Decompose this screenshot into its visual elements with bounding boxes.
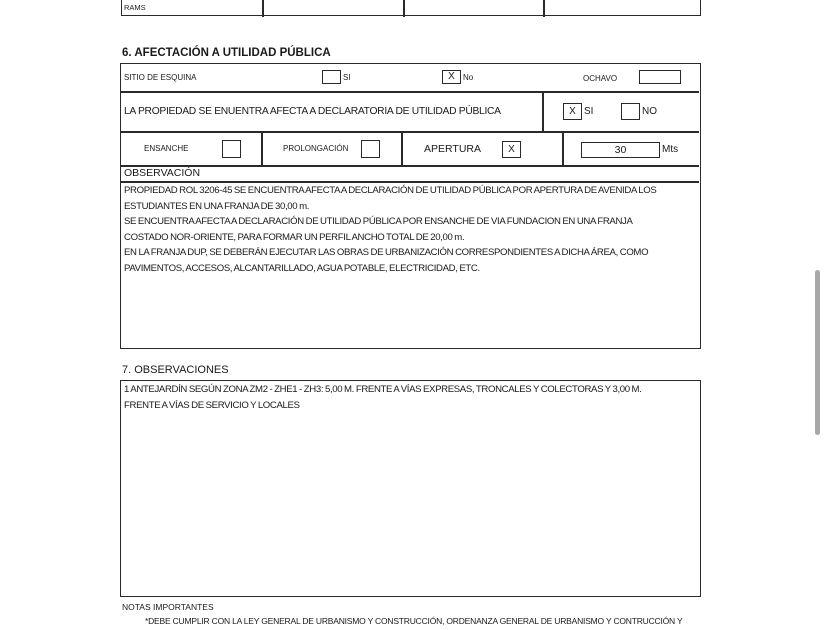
observacion-line: SE ENCUENTRA AFECTA A DECLARACIÓN DE UTILIDAD PÚBLICA POR ENSANCHE DE VIA FUNDACION EN UNA FRANJA (124, 216, 633, 228)
declaratoria-no-label: NO (642, 106, 657, 117)
observacion-line: COSTADO NOR-ORIENTE, PARA FORMAR UN PERFIL ANCHO TOTAL DE 20,00 m. (124, 231, 465, 243)
section6-title: 6. AFECTACIÓN A UTILIDAD PÚBLICA (122, 47, 331, 59)
ochavo-label: OCHAVO (583, 74, 618, 83)
apertura-label: APERTURA (424, 143, 481, 155)
observaciones-line: FRENTE A VÍAS DE SERVICIO Y LOCALES (124, 399, 300, 411)
divider (543, 0, 545, 17)
divider (262, 0, 264, 17)
esquina-si-checkbox[interactable] (322, 70, 341, 84)
ensanche-label: ENSANCHE (144, 144, 189, 153)
notas-line: *DEBE CUMPLIR CON LA LEY GENERAL DE URBANISMO Y CONSTRUCCIÓN, ORDENANZA GENERAL DE URBANISMO Y CONTRUCCIÓN Y (145, 616, 683, 626)
divider (562, 131, 564, 166)
divider (403, 0, 405, 17)
declaratoria-no-checkbox[interactable] (621, 103, 640, 120)
divider (261, 131, 263, 166)
top-table-row (121, 0, 701, 16)
section7-title: 7. OBSERVACIONES (122, 364, 229, 376)
apertura-checkbox[interactable]: X (502, 141, 521, 158)
observaciones-line: 1 ANTEJARDÍN SEGÚN ZONA ZM2 - ZHE1 - ZH3: 5,00 M. FRENTE A VÍAS EXPRESAS, TRONCALES Y COLECTORAS Y 3,00 M. (124, 384, 642, 395)
divider (542, 91, 544, 132)
divider (401, 131, 403, 166)
sitio-esquina-label: SITIO DE ESQUINA (124, 73, 197, 82)
esquina-si-label: SI (343, 73, 351, 82)
esquina-no-label: No (463, 73, 474, 82)
observacion-title: OBSERVACIÓN (124, 167, 201, 179)
rams-label: RAMS (124, 3, 146, 12)
observaciones-box (120, 380, 701, 597)
ensanche-checkbox[interactable] (222, 140, 241, 158)
observacion-line: PROPIEDAD ROL 3206-45 SE ENCUENTRA AFECTA A DECLARACIÓN DE UTILIDAD PÚBLICA POR APERTURA DE AVENIDA LOS (124, 185, 657, 196)
declaratoria-si-label: SI (584, 106, 594, 117)
prolongacion-label: PROLONGACIÓN (283, 144, 349, 153)
row-divider (121, 131, 699, 133)
ochavo-field[interactable] (639, 70, 681, 84)
unit-label: Mts (662, 144, 679, 155)
prolongacion-checkbox[interactable] (361, 140, 380, 158)
observacion-line: PAVIMENTOS, ACCESOS, ALCANTARILLADO, AGUA POTABLE, ELECTRICIDAD, ETC. (124, 262, 480, 274)
row-divider (121, 91, 699, 93)
row-divider (121, 165, 699, 167)
declaratoria-label: LA PROPIEDAD SE ENUENTRA AFECTA A DECLARATORIA DE UTILIDAD PÚBLICA (124, 106, 501, 117)
declaratoria-si-checkbox[interactable]: X (563, 103, 582, 120)
observacion-text (124, 183, 698, 277)
observaciones-text (124, 382, 698, 413)
esquina-no-checkbox[interactable]: X (442, 70, 461, 84)
notas-title: NOTAS IMPORTANTES (122, 602, 214, 612)
vertical-scrollbar[interactable] (815, 270, 820, 435)
observacion-line: EN LA FRANJA DUP, SE DEBERÁN EJECUTAR LAS OBRAS DE URBANIZACIÓN CORRESPONDIENTES A DICHA ÁREA, COMO (124, 247, 649, 259)
section6-table (120, 63, 701, 349)
observacion-line: ESTUDIANTES EN UNA FRANJA DE 30,00 m. (124, 200, 310, 212)
ancho-field[interactable]: 30 (581, 142, 660, 158)
